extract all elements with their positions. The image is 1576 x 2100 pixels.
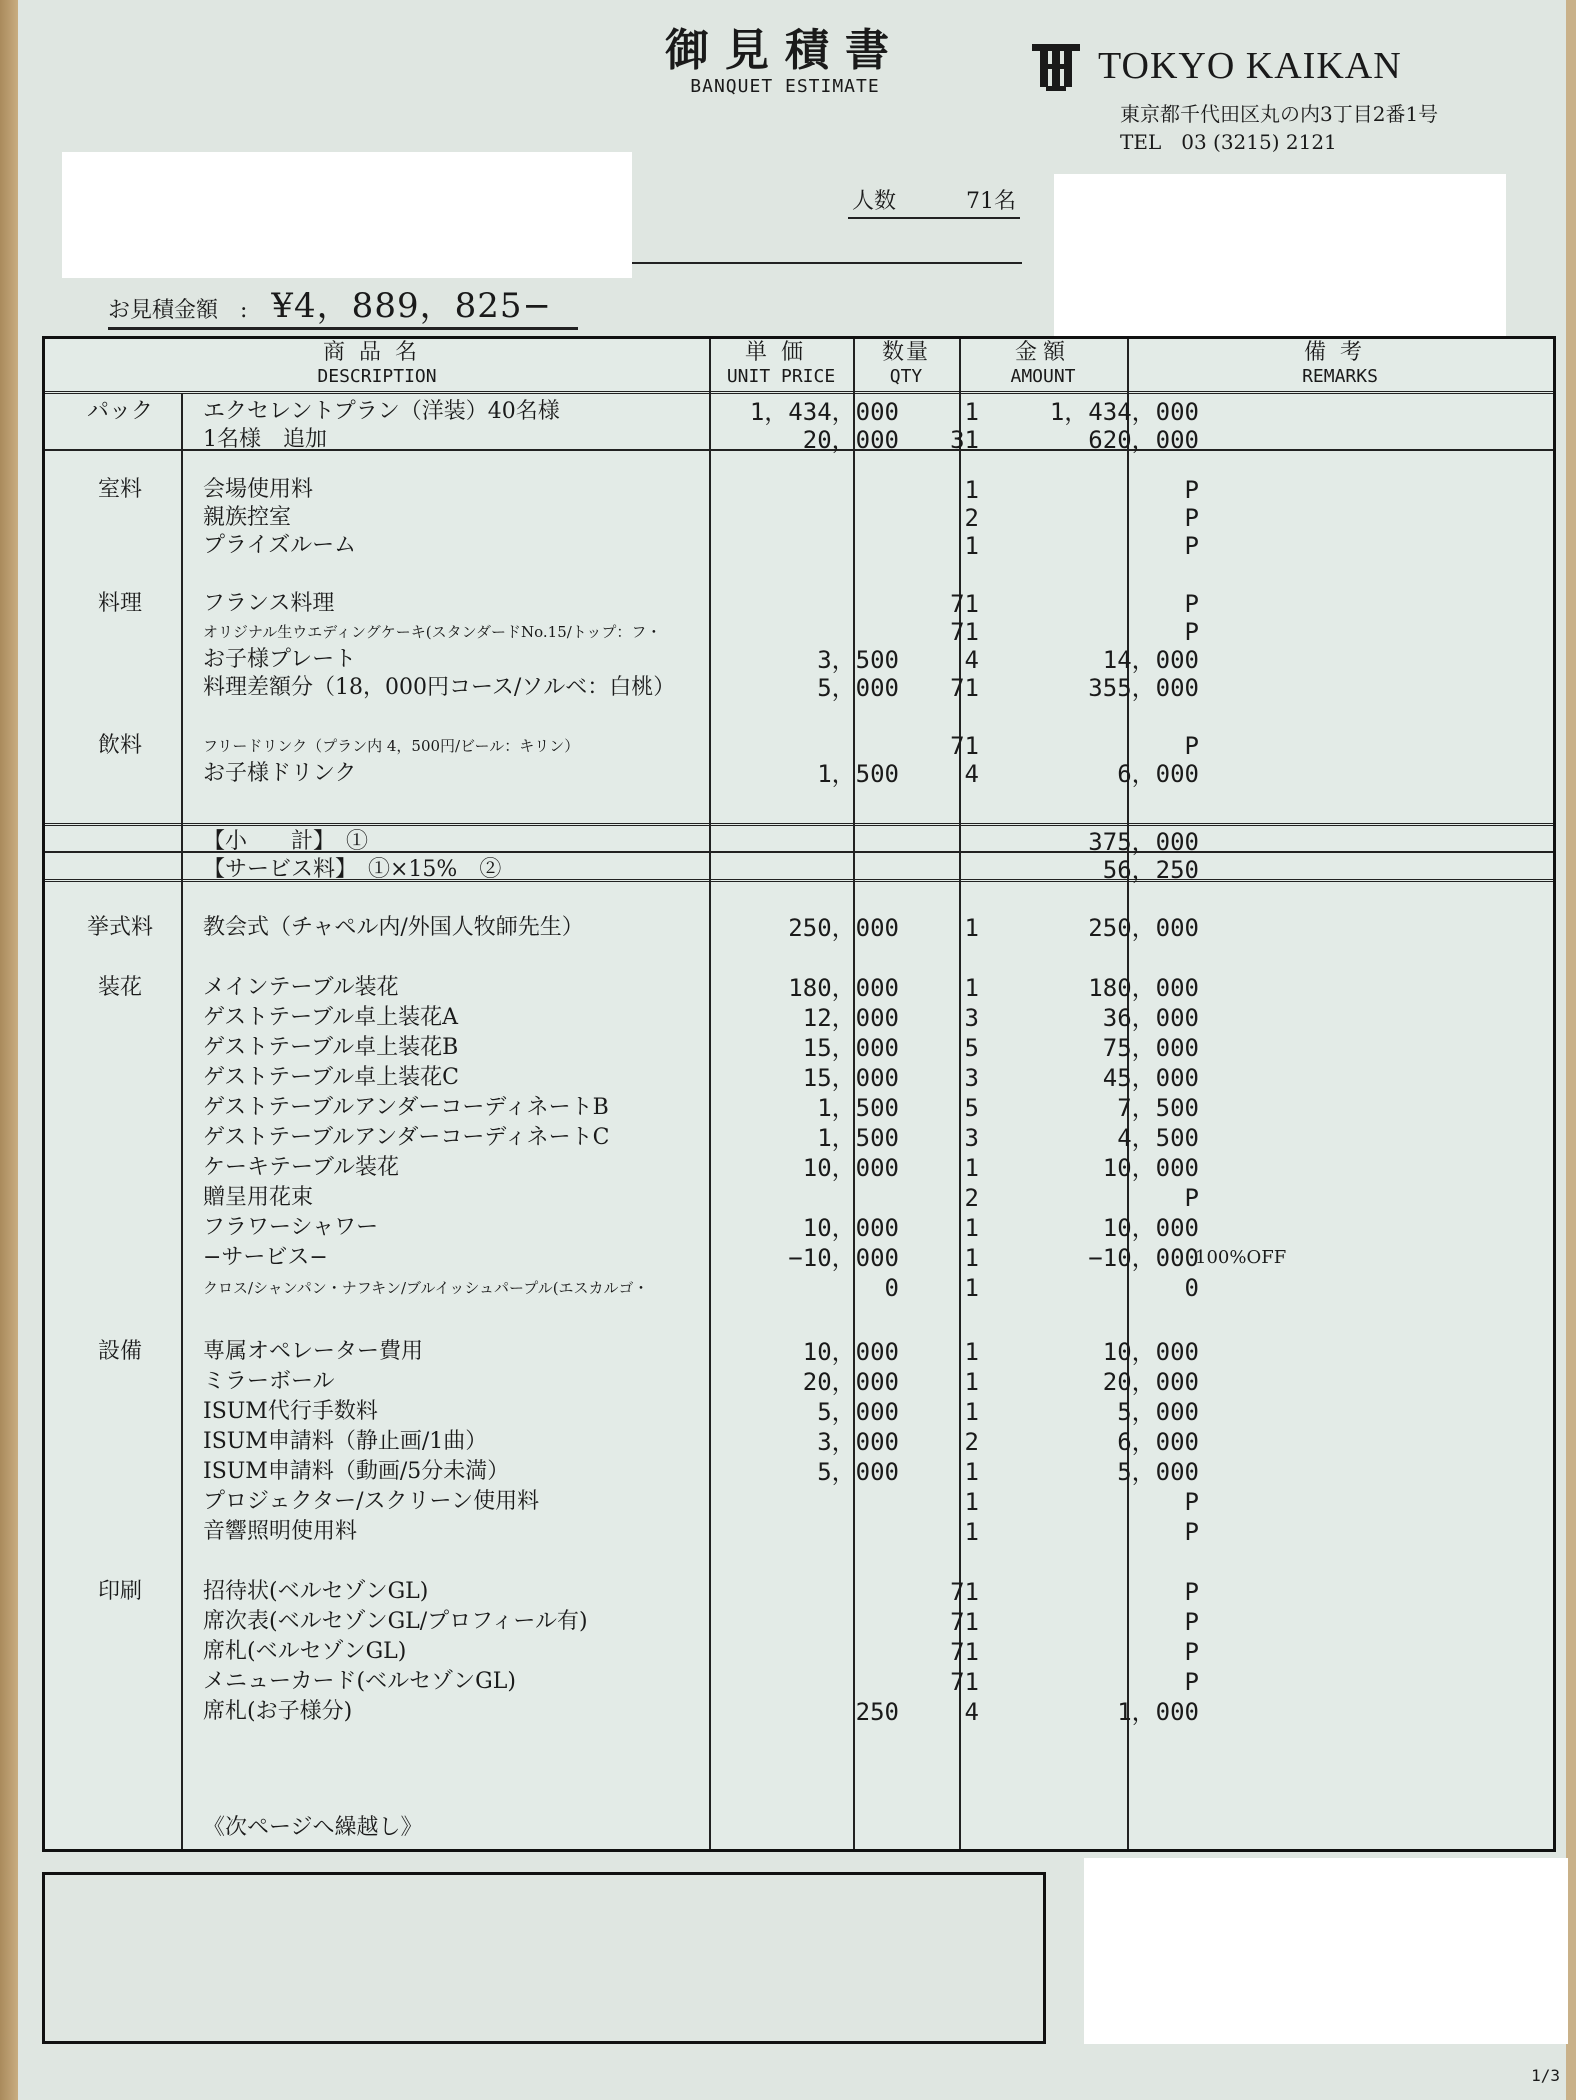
header-price-jp: 単価 — [744, 340, 817, 365]
table-row — [45, 503, 1559, 533]
description-cell: 料理差額分（18，000円コース/ソルベ：白桃） — [203, 675, 676, 700]
description-cell: 【サービス料】 ①×15% ② — [203, 857, 502, 882]
amount-cell: 20，000 — [1102, 1368, 1199, 1396]
header-remarks-jp: 備考 — [1303, 340, 1376, 365]
unit-price-cell: 15，000 — [802, 1034, 899, 1062]
description-cell: フランス料理 — [203, 591, 335, 616]
page-number: 1/3 — [1531, 2066, 1560, 2085]
title-jp: 御見積書 — [665, 25, 905, 76]
unit-price-cell: 5，000 — [817, 1458, 899, 1486]
amount-cell: 14，000 — [1102, 646, 1199, 674]
amount-cell: 1，000 — [1117, 1698, 1199, 1726]
description-cell: クロス/シャンパン・ナフキン/ブルイッシュパープル(エスカルゴ・ — [203, 1279, 649, 1297]
amount-cell: 4，500 — [1117, 1124, 1199, 1152]
qty-cell: 1 — [964, 476, 979, 504]
unit-price-cell: 180，000 — [788, 974, 899, 1002]
table-row — [45, 973, 1559, 1003]
amount-cell: 56，250 — [1102, 856, 1199, 884]
description-cell: 席次表(ベルセゾンGL/プロフィール有) — [203, 1609, 588, 1634]
unit-price-cell: 5，000 — [817, 674, 899, 702]
header-desc-en: DESCRIPTION — [317, 366, 437, 387]
description-cell: メインテーブル装花 — [203, 975, 399, 1000]
table-row — [45, 1667, 1559, 1697]
phone-line: TEL 03 (3215) 2121 — [1120, 130, 1337, 154]
category-cell: 設備 — [97, 1339, 142, 1364]
description-cell: メニューカード(ベルセゾンGL) — [203, 1669, 516, 1694]
amount-cell: 10，000 — [1102, 1154, 1199, 1182]
description-cell: 教会式（チャペル内/外国人牧師先生） — [203, 915, 584, 940]
amount-cell: 10，000 — [1102, 1214, 1199, 1242]
signature-line — [632, 262, 1022, 264]
table-row — [45, 1063, 1559, 1093]
description-cell: フリードリンク（プラン内 4，500円/ビール：キリン） — [203, 737, 580, 755]
table-row — [45, 1153, 1559, 1183]
qty-cell: 31 — [950, 426, 979, 454]
description-cell: 席札(お子様分) — [203, 1699, 353, 1724]
redacted-footer — [1084, 1858, 1568, 2044]
unit-price-cell: 20，000 — [802, 426, 899, 454]
amount-cell: P — [1184, 1488, 1199, 1516]
description-cell: お子様プレート — [203, 647, 357, 672]
description-cell: 席札(ベルセゾンGL) — [203, 1639, 407, 1664]
description-cell: 音響照明使用料 — [203, 1519, 358, 1544]
amount-cell: 1，434，000 — [1049, 398, 1199, 426]
header-amount-en: AMOUNT — [1010, 366, 1076, 387]
qty-cell: 71 — [950, 1668, 979, 1696]
tokyo-kaikan-emblem-icon — [1028, 38, 1084, 94]
address-line: 東京都千代田区丸の内3丁目2番1号 — [1120, 102, 1439, 126]
qty-cell: 1 — [964, 1488, 979, 1516]
amount-cell: P — [1184, 1578, 1199, 1606]
description-cell: 【小 計】 ① — [203, 829, 369, 854]
total-value: ¥4，889，825− — [271, 286, 552, 326]
qty-cell: 3 — [964, 1004, 979, 1032]
amount-cell: 36，000 — [1102, 1004, 1199, 1032]
amount-cell: 355，000 — [1088, 674, 1199, 702]
header-desc-jp: 商品名 — [322, 340, 431, 365]
amount-cell: P — [1184, 532, 1199, 560]
qty-cell: 1 — [964, 1398, 979, 1426]
qty-cell: 1 — [964, 1214, 979, 1242]
amount-cell: 250，000 — [1088, 914, 1199, 942]
estimate-total — [108, 278, 578, 330]
qty-cell: 1 — [964, 1368, 979, 1396]
total-label: お見積金額 : — [108, 298, 248, 323]
qty-cell: 2 — [964, 504, 979, 532]
table-row — [45, 1637, 1559, 1667]
table-row — [45, 1213, 1559, 1243]
amount-cell: 0 — [1184, 1274, 1199, 1302]
table-row — [45, 1517, 1559, 1547]
redacted-client-name — [62, 152, 632, 278]
unit-price-cell: 12，000 — [802, 1004, 899, 1032]
unit-price-cell: 3，500 — [817, 646, 899, 674]
qty-cell: 71 — [950, 590, 979, 618]
amount-cell: P — [1184, 1668, 1199, 1696]
amount-cell: 6，000 — [1117, 760, 1199, 788]
table-row — [45, 1813, 1559, 1843]
description-cell: ゲストテーブルアンダーコーディネートC — [203, 1125, 610, 1150]
amount-cell: 75，000 — [1102, 1034, 1199, 1062]
qty-cell: 5 — [964, 1034, 979, 1062]
amount-cell: P — [1184, 1184, 1199, 1212]
amount-cell: −10，000 — [1088, 1244, 1199, 1272]
qty-cell: 1 — [964, 1274, 979, 1302]
qty-cell: 5 — [964, 1094, 979, 1122]
guests-label: 人数 — [852, 189, 897, 214]
table-row — [45, 1427, 1559, 1457]
unit-price-cell: 1，500 — [817, 1124, 899, 1152]
table-row — [45, 645, 1559, 675]
qty-cell: 71 — [950, 1578, 979, 1606]
qty-cell: 4 — [964, 760, 979, 788]
category-cell: 挙式料 — [86, 915, 153, 940]
estimate-table — [42, 336, 1556, 1852]
table-row — [45, 1183, 1559, 1213]
table-row — [45, 1607, 1559, 1637]
table-row — [45, 731, 1559, 761]
amount-cell: P — [1184, 1608, 1199, 1636]
description-cell: 親族控室 — [203, 505, 292, 530]
table-row — [45, 1337, 1559, 1367]
table-row — [45, 531, 1559, 561]
amount-cell: P — [1184, 732, 1199, 760]
description-cell: ISUM申請料（動画/5分未満） — [203, 1459, 510, 1484]
table-row — [45, 1457, 1559, 1487]
description-cell: プライズルーム — [203, 533, 357, 558]
amount-cell: P — [1184, 1518, 1199, 1546]
header-price-en: UNIT PRICE — [726, 366, 836, 387]
wood-background — [0, 0, 18, 2100]
table-row — [45, 397, 1559, 427]
description-cell: 1名様 追加 — [203, 427, 327, 452]
table-row — [45, 589, 1559, 619]
description-cell: オリジナル生ウエディングケーキ(スタンダードNo.15/トップ：フ・ — [203, 623, 662, 641]
description-cell: 会場使用料 — [203, 477, 314, 502]
title-en: BANQUET ESTIMATE — [690, 76, 880, 97]
qty-cell: 71 — [950, 674, 979, 702]
description-cell: プロジェクター/スクリーン使用料 — [203, 1489, 540, 1514]
unit-price-cell: 3，000 — [817, 1428, 899, 1456]
header-amount — [959, 341, 1127, 389]
unit-price-cell: 10，000 — [802, 1338, 899, 1366]
table-row — [45, 1243, 1559, 1273]
qty-cell: 1 — [964, 1518, 979, 1546]
description-cell: ISUM申請料（静止画/1曲） — [203, 1429, 488, 1454]
company-name: TOKYO KAIKAN — [1098, 45, 1402, 87]
qty-cell: 4 — [964, 1698, 979, 1726]
amount-cell: 5，000 — [1117, 1398, 1199, 1426]
amount-cell: P — [1184, 504, 1199, 532]
description-cell: 専属オペレーター費用 — [203, 1339, 424, 1364]
unit-price-cell: −10，000 — [788, 1244, 899, 1272]
notes-box — [42, 1872, 1046, 2044]
amount-cell: 10，000 — [1102, 1338, 1199, 1366]
description-cell: 《次ページへ繰越し》 — [203, 1815, 423, 1840]
unit-price-cell: 1，500 — [817, 760, 899, 788]
category-cell: 装花 — [97, 975, 142, 1000]
category-cell: 室料 — [97, 477, 142, 502]
table-row — [45, 759, 1559, 789]
table-row — [45, 1397, 1559, 1427]
category-cell: 飲料 — [97, 733, 142, 758]
amount-cell: 5，000 — [1117, 1458, 1199, 1486]
amount-cell: 6，000 — [1117, 1428, 1199, 1456]
qty-cell: 1 — [964, 1338, 979, 1366]
description-cell: 招待状(ベルセゾンGL) — [203, 1579, 429, 1604]
unit-price-cell: 10，000 — [802, 1214, 899, 1242]
qty-cell: 1 — [964, 914, 979, 942]
qty-cell: 71 — [950, 1608, 979, 1636]
description-cell: ミラーボール — [203, 1369, 335, 1394]
table-row — [45, 1003, 1559, 1033]
unit-price-cell: 20，000 — [802, 1368, 899, 1396]
description-cell: お子様ドリンク — [203, 761, 357, 786]
description-cell: ゲストテーブル卓上装花B — [203, 1035, 459, 1060]
company-logo — [1028, 38, 1402, 94]
unit-price-cell: 250，000 — [788, 914, 899, 942]
unit-price-cell: 0 — [884, 1274, 899, 1302]
description-cell: ゲストテーブル卓上装花A — [203, 1005, 459, 1030]
header-unit-price — [709, 341, 853, 389]
description-cell: ISUM代行手数料 — [203, 1399, 378, 1424]
table-row — [45, 913, 1559, 943]
qty-cell: 71 — [950, 732, 979, 760]
wood-background-right — [1566, 0, 1576, 2100]
qty-cell: 1 — [964, 1154, 979, 1182]
header-remarks-en: REMARKS — [1302, 366, 1378, 387]
category-cell: パック — [86, 399, 153, 424]
qty-cell: 71 — [950, 618, 979, 646]
table-row — [45, 1273, 1559, 1303]
remarks-cell: 100%OFF — [1195, 1247, 1287, 1268]
amount-cell: P — [1184, 1638, 1199, 1666]
description-cell: エクセレントプラン（洋装）40名様 — [203, 399, 560, 424]
amount-cell: 375，000 — [1088, 828, 1199, 856]
guest-count — [848, 184, 1020, 219]
header-remarks — [1127, 341, 1553, 389]
table-row — [45, 855, 1559, 885]
category-cell: 印刷 — [97, 1579, 142, 1604]
document-title — [640, 14, 930, 97]
table-row — [45, 475, 1559, 505]
unit-price-cell: 250 — [855, 1698, 899, 1726]
table-row — [45, 1367, 1559, 1397]
qty-cell: 1 — [964, 1458, 979, 1486]
company-address — [1120, 100, 1438, 156]
category-cell: 料理 — [97, 591, 142, 616]
description-cell: ゲストテーブル卓上装花C — [203, 1065, 459, 1090]
qty-cell: 1 — [964, 974, 979, 1002]
header-qty — [853, 341, 959, 389]
table-row — [45, 1577, 1559, 1607]
unit-price-cell: 15，000 — [802, 1064, 899, 1092]
qty-cell: 4 — [964, 646, 979, 674]
table-row — [45, 827, 1559, 857]
description-cell: 贈呈用花束 — [203, 1185, 314, 1210]
qty-cell: 2 — [964, 1428, 979, 1456]
unit-price-cell: 1，434，000 — [749, 398, 899, 426]
qty-cell: 1 — [964, 1244, 979, 1272]
qty-cell: 71 — [950, 1638, 979, 1666]
table-row — [45, 425, 1559, 455]
qty-cell: 2 — [964, 1184, 979, 1212]
table-row — [45, 1697, 1559, 1727]
amount-cell: P — [1184, 590, 1199, 618]
table-row — [45, 1123, 1559, 1153]
amount-cell: 7，500 — [1117, 1094, 1199, 1122]
table-row — [45, 1093, 1559, 1123]
qty-cell: 3 — [964, 1124, 979, 1152]
unit-price-cell: 5，000 — [817, 1398, 899, 1426]
table-row — [45, 1033, 1559, 1063]
header-amount-jp: 金額 — [1014, 340, 1071, 365]
header-qty-jp: 数量 — [881, 340, 930, 365]
qty-cell: 1 — [964, 532, 979, 560]
unit-price-cell: 1，500 — [817, 1094, 899, 1122]
amount-cell: P — [1184, 476, 1199, 504]
amount-cell: 45，000 — [1102, 1064, 1199, 1092]
qty-cell: 1 — [964, 398, 979, 426]
table-row — [45, 617, 1559, 647]
qty-cell: 3 — [964, 1064, 979, 1092]
header-description — [45, 341, 709, 389]
amount-cell: P — [1184, 618, 1199, 646]
amount-cell: 620，000 — [1088, 426, 1199, 454]
description-cell: ゲストテーブルアンダーコーディネートB — [203, 1095, 609, 1120]
description-cell: −サービス− — [203, 1245, 328, 1270]
amount-cell: 180，000 — [1088, 974, 1199, 1002]
description-cell: フラワーシャワー — [203, 1215, 379, 1240]
header-qty-en: QTY — [889, 366, 923, 387]
table-row — [45, 1487, 1559, 1517]
table-row — [45, 673, 1559, 703]
description-cell: ケーキテーブル装花 — [203, 1155, 400, 1180]
guests-value: 71名 — [966, 189, 1016, 214]
unit-price-cell: 10，000 — [802, 1154, 899, 1182]
